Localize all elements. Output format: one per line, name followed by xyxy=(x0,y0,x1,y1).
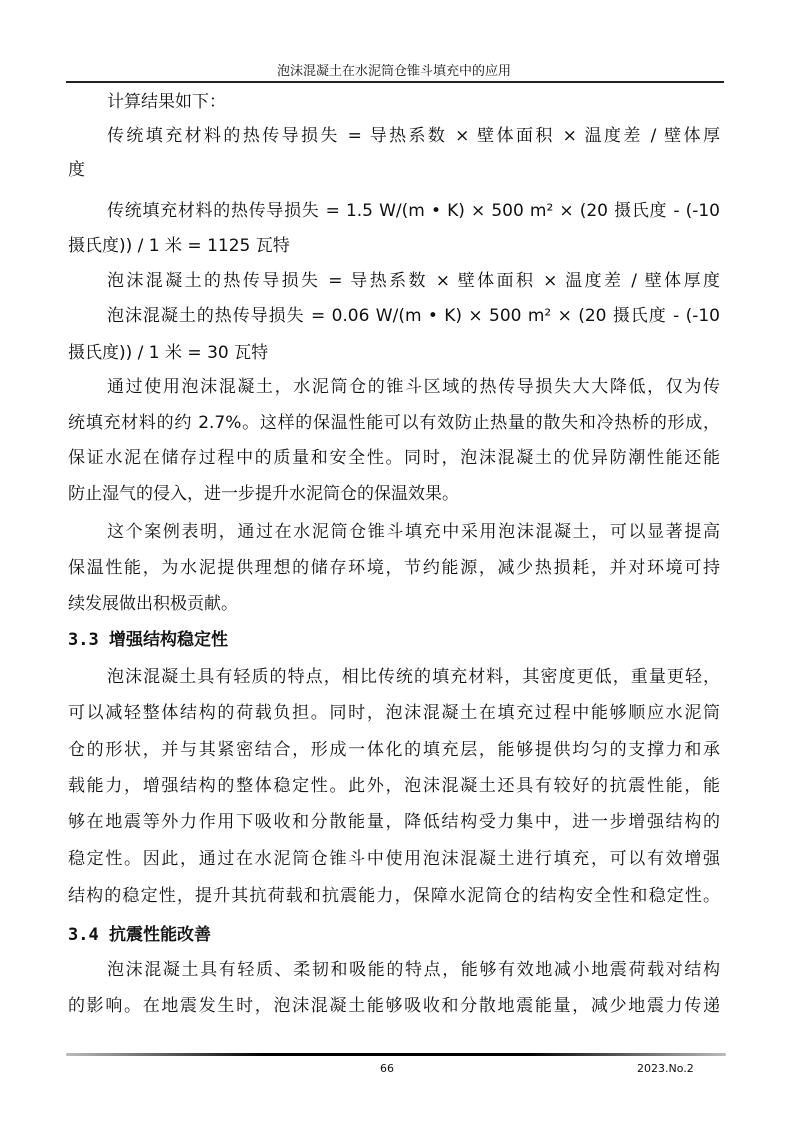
text-line: 泡沫混凝土的热传导损失 = 0.06 W/(m • K) × 500 m² × (20 摄氏度 - (-10 xyxy=(107,306,720,326)
page-number: 66 xyxy=(380,1062,394,1075)
text-line: 续发展做出积极贡献。 xyxy=(68,594,238,614)
text-line: 防止湿气的侵入，进一步提升水泥筒仓的保温效果。 xyxy=(68,484,459,504)
section-heading: 3.4 抗震性能改善 xyxy=(68,925,211,945)
text-line: 结构的稳定性，提升其抗荷载和抗震能力，保障水泥筒仓的结构安全性和稳定性。 xyxy=(68,886,720,906)
running-header: 泡沫混凝土在水泥筒仓锥斗填充中的应用 xyxy=(276,64,511,79)
text-line: 泡沫混凝土具有轻质的特点，相比传统的填充材料，其密度更低，重量更轻， xyxy=(107,667,720,687)
text-line: 保温性能，为水泥提供理想的储存环境，节约能源，减少热损耗，并对环境可持 xyxy=(68,558,720,578)
text-line: 摄氏度)) / 1 米 = 1125 瓦特 xyxy=(68,236,290,256)
text-line: 仓的形状，并与其紧密结合，形成一体化的填充层，能够提供均匀的支撑力和承 xyxy=(68,740,720,760)
text-line: 载能力，增强结构的整体稳定性。此外，泡沫混凝土还具有较好的抗震性能，能 xyxy=(68,776,720,796)
header-rule xyxy=(66,81,724,83)
text-line: 度 xyxy=(68,160,85,180)
text-line: 泡沫混凝土的热传导损失 = 导热系数 × 壁体面积 × 温度差 / 壁体厚度 xyxy=(107,271,720,291)
text-line: 统填充材料的约 2.7%。这样的保温性能可以有效防止热量的散失和冷热桥的形成， xyxy=(68,413,720,433)
text-line: 可以减轻整体结构的荷载负担。同时，泡沫混凝土在填充过程中能够顺应水泥筒 xyxy=(68,703,720,723)
text-line: 够在地震等外力作用下吸收和分散能量，降低结构受力集中，进一步增强结构的 xyxy=(68,812,720,832)
text-line: 传统填充材料的热传导损失 = 导热系数 × 壁体面积 × 温度差 / 壁体厚 xyxy=(107,126,720,146)
section-heading: 3.3 增强结构稳定性 xyxy=(68,630,228,650)
text-line: 这个案例表明，通过在水泥筒仓锥斗填充中采用泡沫混凝土，可以显著提高 xyxy=(107,522,720,542)
text-line: 泡沫混凝土具有轻质、柔韧和吸能的特点，能够有效地减小地震荷载对结构 xyxy=(107,960,720,980)
text-line: 通过使用泡沫混凝土，水泥筒仓的锥斗区域的热传导损失大大降低，仅为传 xyxy=(107,377,720,397)
issue-label: 2023.No.2 xyxy=(637,1062,694,1075)
text-line: 保证水泥在储存过程中的质量和安全性。同时，泡沫混凝土的优异防潮性能还能 xyxy=(68,448,720,468)
text-line: 传统填充材料的热传导损失 = 1.5 W/(m • K) × 500 m² × (20 摄氏度 - (-10 xyxy=(107,201,720,221)
footer-rule xyxy=(66,1053,726,1056)
text-line: 稳定性。因此，通过在水泥筒仓锥斗中使用泡沫混凝土进行填充，可以有效增强 xyxy=(68,849,720,869)
text-line: 计算结果如下： xyxy=(107,92,226,112)
text-line: 摄氏度)) / 1 米 = 30 瓦特 xyxy=(68,343,269,363)
text-line: 的影响。在地震发生时，泡沫混凝土能够吸收和分散地震能量，减少地震力传递 xyxy=(68,996,720,1016)
